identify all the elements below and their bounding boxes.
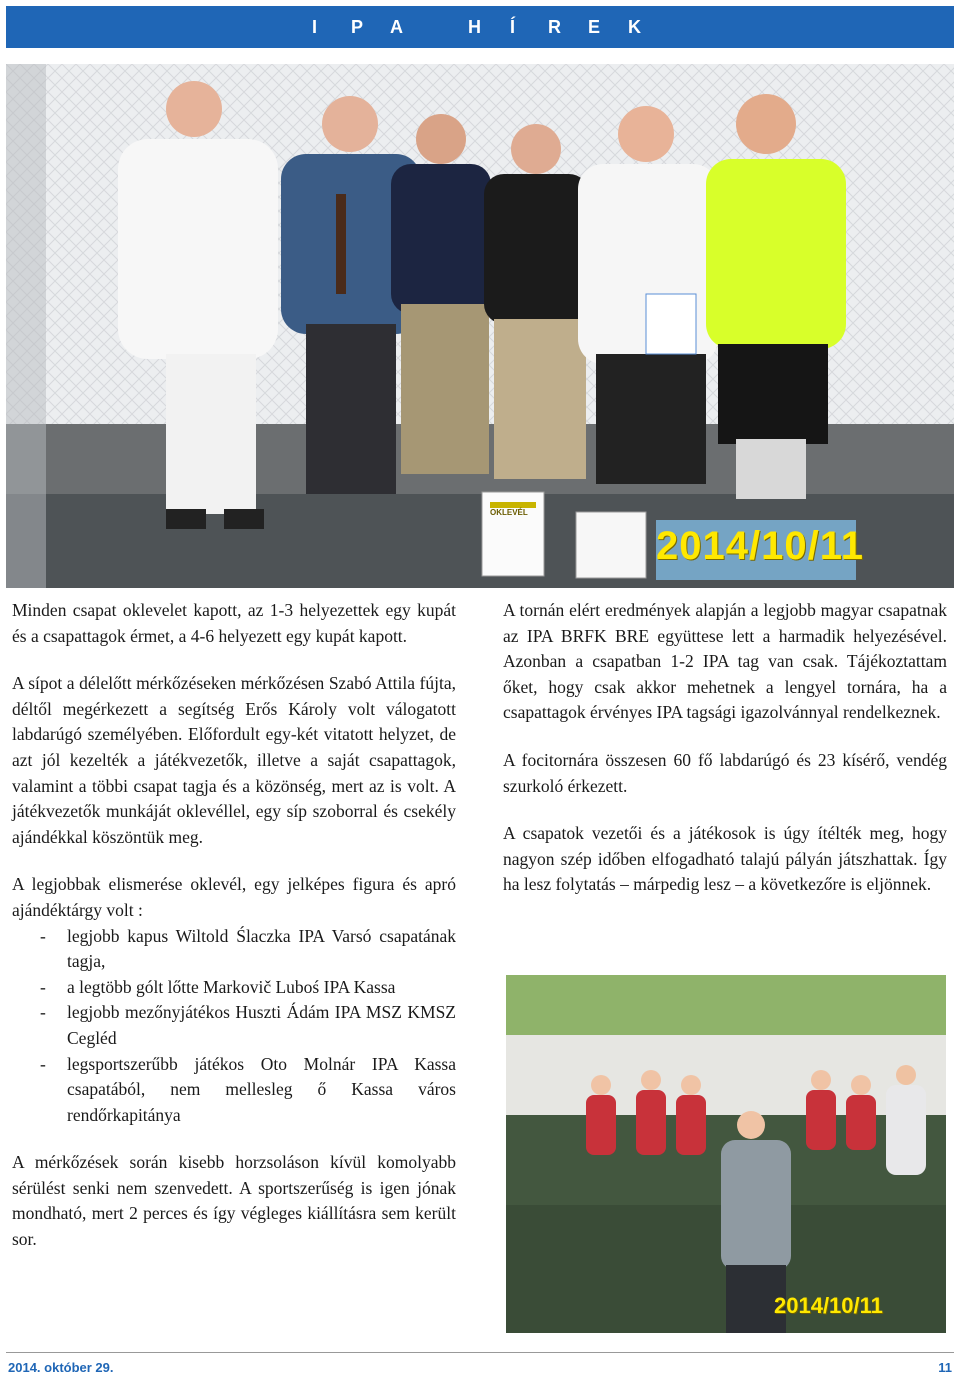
- header-letter: H: [468, 17, 481, 37]
- header-letter: P: [351, 17, 364, 37]
- certificate-2: [576, 512, 646, 578]
- paragraph: A sípot a délelőtt mérkőzéseken mérkőzésen Szabó Attila fújta, déltől megérkezett a segítség Erős Károly volt válogatott labdarúgó személyében. Előfordult egy-két vitatott helyzet, de azt jól kezelték a játékvezetők, illetve a saját csapattagok, valamint a többi csapat tagja és a közönség, mert az is volt. A játékvezetők munkáját oklevéllel, egy síp szoborral és csekély ajándékkal köszöntük meg.: [12, 673, 456, 847]
- footer-date: 2014. október 29.: [8, 1360, 114, 1375]
- photo-group-awards-drawing: [6, 64, 954, 588]
- list-item: [12, 1000, 456, 1051]
- paragraph: A mérkőzések során kisebb horzsoláson kívül komolyabb sérülést senki nem szenvedett. A sportszerűség is igen jónak mondható, mert 2 perces és így végleges kiállításra sem került sor.: [12, 1152, 456, 1250]
- header-letter: I: [312, 17, 318, 37]
- page-number: 11: [938, 1360, 952, 1375]
- list-item-text: a legtöbb gólt lőtte Markovič Luboś IPA Kassa: [67, 976, 396, 997]
- list-item: [12, 975, 456, 1001]
- list-dash: -: [40, 1053, 46, 1074]
- photo-group-awards: [6, 64, 954, 588]
- right-column: [503, 598, 947, 920]
- certificate-1: [482, 492, 544, 576]
- footer-divider: [6, 1352, 954, 1353]
- page-header: [6, 6, 954, 48]
- list-item: [12, 1052, 456, 1129]
- left-column: [12, 598, 456, 1275]
- header-title: [6, 6, 954, 48]
- header-letter: R: [548, 17, 561, 37]
- photo-date-stamp: 2014/10/11: [774, 1293, 883, 1318]
- list-dash: -: [40, 1002, 46, 1023]
- photo-date-stamp: 2014/10/11: [656, 524, 864, 568]
- paragraph: Minden csapat oklevelet kapott, az 1-3 helyezettek egy kupát és a csapattagok érmet, a 4-6 helyezett egy kupát kapott.: [12, 600, 456, 646]
- person-4: [484, 124, 589, 479]
- header-letter: A: [390, 17, 403, 37]
- list-dash: -: [40, 976, 46, 997]
- header-letter: Í: [510, 17, 516, 37]
- paragraph: A legjobbak elismerése oklevél, egy jelképes figura és apró ajándéktárgy volt :: [12, 874, 456, 920]
- list-item-text: legjobb mezőnyjátékos Huszti Ádám IPA MSZ KMSZ Cegléd: [67, 1002, 456, 1048]
- person-3: [391, 114, 491, 474]
- header-letter: K: [628, 17, 641, 37]
- photo-players: [506, 975, 946, 1333]
- paragraph: A csapatok vezetői és a játékosok is úgy ítélték meg, hogy nagyon szép időben elfogadható talajú pályán játszhattak. Így ha lesz folytatás – márpedig lesz – a következőre is eljönnek.: [503, 823, 947, 895]
- photo-players-drawing: [506, 975, 946, 1333]
- list-item-text: legsportszerűbb játékos Oto Molnár IPA Kassa csapatából, nem mellesleg ő Kassa város rendőrkapitánya: [67, 1053, 456, 1125]
- list-dash: -: [40, 925, 46, 946]
- list-item: [12, 924, 456, 975]
- paragraph: A tornán elért eredmények alapján a legjobb magyar csapatnak az IPA BRFK BRE együttese lett a harmadik helyezésével. Azonban a csapatban 1-2 IPA tag van csak. Tájékoztattam őket, hogy csak akkor mehetnek a lengyel tornára, ha a csapattagok érvényes IPA tagsági igazolvánnyal rendelkeznek.: [503, 600, 947, 723]
- certificate-label: OKLEVÉL: [490, 508, 528, 517]
- paragraph: A focitornára összesen 60 fő labdarúgó és 23 kísérő, vendég szurkoló érkezett.: [503, 749, 947, 796]
- awards-list: [12, 924, 456, 1129]
- header-letter: E: [588, 17, 601, 37]
- list-item-text: legjobb kapus Wiltold Ślaczka IPA Varsó csapatának tagja,: [67, 925, 456, 972]
